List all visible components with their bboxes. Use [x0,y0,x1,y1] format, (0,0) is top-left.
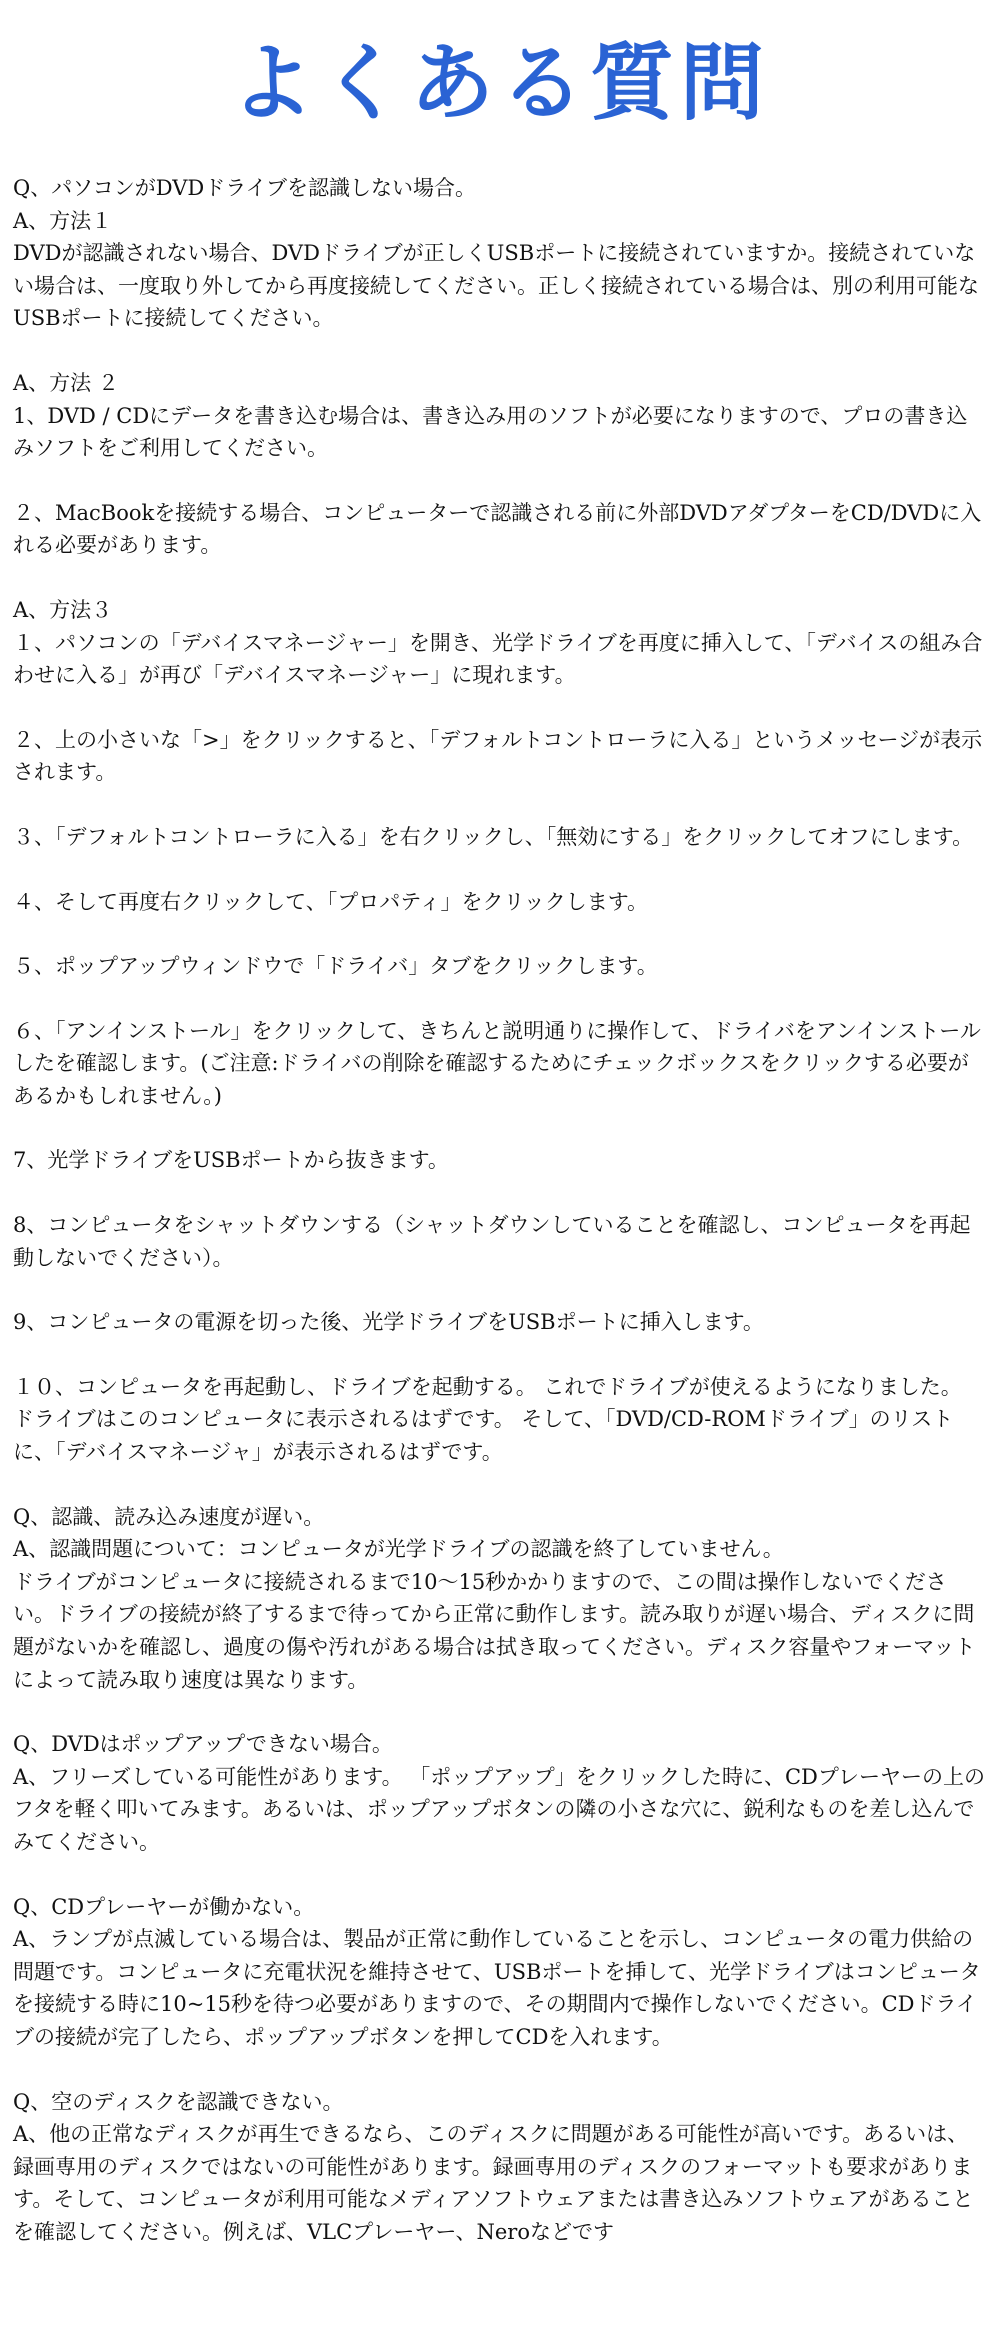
faq-paragraph [13,1728,988,1858]
faq-text-line: １、パソコンの「デバイスマネージャー」を開き、光学ドライブを再度に挿入して、「デバイスの組み合わせに入る」が再び「デバイスマネージャー」に現れます。 [13,630,983,688]
faq-paragraph [13,172,988,335]
faq-text-line: A、認識問題について：コンピュータが光学ドライブの認識を終了していません。 [13,1537,784,1562]
faq-text-line: 1、DVD / CDにデータを書き込む場合は、書き込み用のソフトが必要になりますので、プロの書き込みソフトをご利用してください。 [13,403,968,461]
faq-text-line: A、ランプが点滅している場合は、製品が正常に動作していることを示し、コンピュータの電力供給の問題です。コンピュータに充電状況を維持させて、USBポートを挿して、光学ドライブはコンピュータを接続する時に10~15秒を待つ必要がありますので、その期間内で操作しないでください。CDドライブの接続が完了したら、ポップアップボタンを押してCDを入れます。 [13,1927,981,2049]
faq-paragraph [13,367,988,465]
faq-paragraph [13,724,988,789]
faq-text-line: ５、ポップアップウィンドウで「ドライバ」タブをクリックします。 [13,954,658,979]
faq-paragraph [13,1015,988,1113]
faq-paragraph [13,594,988,692]
faq-body [13,172,988,2249]
faq-text-line: ３、「デフォルトコントローラに入る」を右クリックし、「無効にする」をクリックしてオフにします。 [13,824,974,849]
faq-text-line: Q、認識、読み込み速度が遅い。 [13,1504,325,1529]
faq-paragraph [13,886,988,919]
faq-text-line: A、他の正常なディスクが再生できるなら、このディスクに問題がある可能性が高いです。あるいは、録画専用のディスクではないの可能性があります。録画専用のディスクのフォーマットも要求があります。そして、コンピュータが利用可能なメディアソフトウェアまたは書き込みソフトウェアがあることを確認してください。例えば、VLCプレーヤー、Neroなどです [13,2122,974,2244]
faq-paragraph [13,821,988,854]
faq-text-line: 9、コンピュータの電源を切った後、光学ドライブをUSBポートに挿入します。 [13,1310,764,1335]
faq-text-line: ドライブがコンピュータに接続されるまで10～15秒かかりますので、この間は操作しないでください。ドライブの接続が終了するまで待ってから正常に動作します。読み取りが遅い場合、ディスクに問題がないかを確認し、過度の傷や汚れがある場合は拭き取ってください。ディスク容量やフォーマットによって読み取り速度は異なります。 [13,1569,976,1692]
faq-text-line: Q、パソコンがDVDドライブを認識しない場合。 [13,176,477,200]
faq-text-line: ６、「アンインストール」をクリックして、きちんと説明通りに操作して、ドライバをアンインストールしたを確認します。(ご注意:ドライバの削除を確認するためにチェックボックスをクリックする必要があるかもしれません。) [13,1018,981,1108]
faq-text-line: DVDが認識されない場合、DVDドライブが正しくUSBポートに接続されていますか。接続されていない場合は、一度取り外してから再度接続してください。正しく接続されている場合は、別の利用可能なUSBポートに接続してください。 [13,241,979,331]
faq-text-line: Q、CDプレーヤーが働かない。 [13,1894,315,1919]
faq-paragraph [13,1891,988,2054]
faq-text-line: 7、光学ドライブをUSBポートから抜きます。 [13,1148,449,1173]
faq-text-line: Q、DVDはポップアップできない場合。 [13,1732,393,1757]
faq-paragraph [13,1209,988,1274]
faq-text-line: 8、コンピュータをシャットダウンする（シャットダウンしていることを確認し、コンピュータを再起動しないでください）。 [13,1213,971,1270]
faq-paragraph [13,497,988,562]
faq-text-line: Q、空のディスクを認識できない。 [13,2089,344,2114]
faq-paragraph [13,1501,988,1697]
faq-paragraph [13,950,988,983]
faq-paragraph [13,1144,988,1177]
faq-text-line: A、方法 ２ [13,370,119,395]
faq-paragraph [13,2086,988,2249]
faq-text-line: A、方法３ [13,597,113,622]
faq-text-line: A、方法１ [13,208,113,233]
faq-text-line: １０、コンピュータを再起動し、ドライブを起動する。 これでドライブが使えるようになりました。 ドライブはこのコンピュータに表示されるはずです。 そして、「DVD/CD-ROMドライブ」のリストに、「デバイスマネージャ」が表示されるはずです。 [13,1374,969,1465]
faq-paragraph [13,1371,988,1469]
faq-text-line: ２、MacBookを接続する場合、コンピューターで認識される前に外部DVDアダプターをCD/DVDに入れる必要があります。 [13,500,982,558]
page-title: よくある質問 [229,34,770,132]
faq-text-line: ２、上の小さいな「>」をクリックすると、「デフォルトコントローラに入る」というメッセージが表示されます。 [13,727,983,785]
faq-text-line: ４、そして再度右クリックして、「プロパティ」をクリックします。 [13,889,649,914]
faq-paragraph [13,1306,988,1339]
faq-text-line: A、フリーズしている可能性があります。 「ポップアップ」をクリックした時に、CDプレーヤーの上のフタを軽く叩いてみます。あるいは、ポップアップボタンの隣の小さな穴に、鋭利なものを差し込んでみてください。 [13,1764,986,1854]
